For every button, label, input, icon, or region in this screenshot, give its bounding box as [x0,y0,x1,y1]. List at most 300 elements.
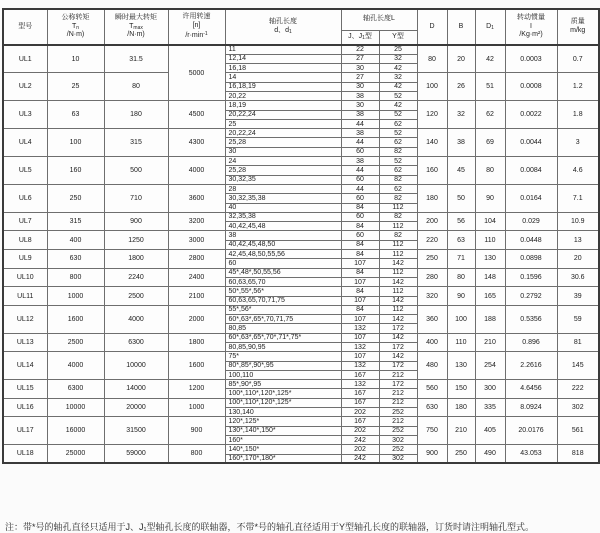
table-row [3,231,599,240]
j-length-cell: 167 [341,417,379,426]
D-cell: 80 [417,45,447,73]
y-length-cell: 112 [379,305,417,314]
footnote: 注：带*号的轴孔直径只适用于J、J₁型轴孔长度的联轴器，不带*号的轴孔直径适用于Y型轴孔长度的联轴器，订货时请注明轴孔型式。 [5,522,535,532]
mass-cell: 7.1 [557,184,599,212]
model-cell: UL1 [3,45,47,73]
bore-diameter-cell: 12,14 [225,54,341,63]
col-header-D1: $D_1$ [475,9,505,45]
mass-cell: 0.7 [557,45,599,73]
bore-diameter-cell: 130*,140*,150* [225,426,341,435]
table-header [3,9,599,45]
bore-diameter-cell: 32,35,38 [225,212,341,221]
max-torque-cell: 2500 [104,287,168,306]
D1-cell: 80 [475,157,505,185]
bore-diameter-cell: 11 [225,45,341,54]
B-cell: 71 [447,250,475,269]
speed-cell: 3200 [168,212,225,231]
table-row [3,157,599,166]
inertia-cell: 0.0022 [505,101,557,129]
table-row [3,380,599,389]
nominal-torque-cell: 100 [47,129,104,157]
bore-diameter-cell: 160*,170*,180* [225,454,341,463]
inertia-cell: 0.5356 [505,305,557,333]
D1-cell: 42 [475,45,505,73]
table-row [3,129,599,138]
D-cell: 630 [417,398,447,417]
col-header-mass: 质量 m/kg [557,9,599,45]
mass-cell: 1.8 [557,101,599,129]
D-cell: 200 [417,212,447,231]
D-cell: 280 [417,268,447,287]
j-length-cell: 84 [341,287,379,296]
bore-diameter-cell: 40,42,45,48,50 [225,240,341,249]
bore-diameter-cell: 100*,110*,120*,125* [225,398,341,407]
col-header-D: D [417,9,447,45]
mass-cell: 4.6 [557,157,599,185]
bore-diameter-cell: 60*,63*,65*,70*,71*,75* [225,333,341,342]
bore-diameter-cell: 80,85,90,95 [225,343,341,352]
bore-diameter-cell: 50*,55*,56* [225,287,341,296]
D-cell: 750 [417,417,447,445]
y-length-cell: 32 [379,73,417,82]
D-cell: 120 [417,101,447,129]
bore-diameter-cell: 20,22,24 [225,110,341,119]
y-length-cell: 52 [379,110,417,119]
bore-diameter-cell: 28 [225,184,341,193]
j-length-cell: 60 [341,212,379,221]
nominal-torque-cell: 250 [47,184,104,212]
j-length-cell: 132 [341,343,379,352]
j-length-cell: 38 [341,129,379,138]
y-length-cell: 82 [379,212,417,221]
j-length-cell: 22 [341,45,379,54]
j-length-cell: 202 [341,445,379,454]
D1-cell: 69 [475,129,505,157]
y-length-cell: 142 [379,333,417,342]
D1-cell: 254 [475,352,505,380]
model-cell: UL6 [3,184,47,212]
D-cell: 100 [417,73,447,101]
B-cell: 20 [447,45,475,73]
speed-cell: 4000 [168,157,225,185]
j-length-cell: 107 [341,277,379,286]
y-length-cell: 82 [379,147,417,156]
B-cell: 63 [447,231,475,250]
col-header-bore-diameter: 轴孔长度 d、$d_1$ [225,9,341,45]
bore-diameter-cell: 75* [225,352,341,361]
max-torque-cell: 10000 [104,352,168,380]
D-cell: 160 [417,157,447,185]
bore-diameter-cell: 30,32,35 [225,175,341,184]
B-cell: 32 [447,101,475,129]
table-row [3,45,599,54]
bore-diameter-cell: 25,28 [225,138,341,147]
col-header-model: 型号 [3,9,47,45]
B-cell: 50 [447,184,475,212]
max-torque-cell: 6300 [104,333,168,352]
j-length-cell: 167 [341,370,379,379]
model-cell: UL12 [3,305,47,333]
D1-cell: 188 [475,305,505,333]
D1-cell: 300 [475,380,505,399]
D1-cell: 405 [475,417,505,445]
table-row [3,268,599,277]
y-length-cell: 42 [379,101,417,110]
max-torque-cell: 900 [104,212,168,231]
bore-diameter-cell: 14 [225,73,341,82]
max-torque-cell: 59000 [104,445,168,464]
j-length-cell: 30 [341,101,379,110]
D-cell: 480 [417,352,447,380]
table-row [3,287,599,296]
model-cell: UL8 [3,231,47,250]
y-length-cell: 142 [379,277,417,286]
D1-cell: 51 [475,73,505,101]
inertia-cell: 0.0898 [505,250,557,269]
inertia-cell: 43.053 [505,445,557,464]
bore-diameter-cell: 30,32,35,38 [225,194,341,203]
y-length-cell: 52 [379,129,417,138]
B-cell: 80 [447,268,475,287]
D1-cell: 490 [475,445,505,464]
bore-diameter-cell: 140*,150* [225,445,341,454]
model-cell: UL13 [3,333,47,352]
speed-cell: 4300 [168,129,225,157]
y-length-cell: 82 [379,175,417,184]
j-length-cell: 107 [341,315,379,324]
inertia-cell: 0.029 [505,212,557,231]
bore-diameter-cell: 40 [225,203,341,212]
D1-cell: 165 [475,287,505,306]
D1-cell: 62 [475,101,505,129]
j-length-cell: 242 [341,454,379,463]
col-header-max-torque: 瞬时最大转矩 $T_{max}$ /N·m) [104,9,168,45]
B-cell: 250 [447,445,475,464]
model-cell: UL9 [3,250,47,269]
y-length-cell: 32 [379,54,417,63]
bore-diameter-cell: 120*,125* [225,417,341,426]
model-cell: UL18 [3,445,47,464]
max-torque-cell: 180 [104,101,168,129]
y-length-cell: 212 [379,389,417,398]
bore-diameter-cell: 45*,48*,50,55,56 [225,268,341,277]
max-torque-cell: 1800 [104,250,168,269]
nominal-torque-cell: 800 [47,268,104,287]
y-length-cell: 62 [379,138,417,147]
max-torque-cell: 4000 [104,305,168,333]
inertia-cell: 0.2792 [505,287,557,306]
bore-diameter-cell: 38 [225,231,341,240]
mass-cell: 30.6 [557,268,599,287]
table-row [3,101,599,110]
y-length-cell: 25 [379,45,417,54]
y-length-cell: 52 [379,91,417,100]
bore-diameter-cell: 24 [225,157,341,166]
j-length-cell: 44 [341,138,379,147]
B-cell: 26 [447,73,475,101]
table-row [3,352,599,361]
B-cell: 56 [447,212,475,231]
y-length-cell: 142 [379,352,417,361]
j-length-cell: 38 [341,157,379,166]
y-length-cell: 172 [379,361,417,370]
bore-diameter-cell: 60,63,65,70,71,75 [225,296,341,305]
speed-cell: 3600 [168,184,225,212]
B-cell: 210 [447,417,475,445]
j-length-cell: 30 [341,82,379,91]
y-length-cell: 42 [379,82,417,91]
j-length-cell: 84 [341,240,379,249]
bore-diameter-cell: 20,22 [225,91,341,100]
y-length-cell: 172 [379,380,417,389]
mass-cell: 145 [557,352,599,380]
speed-cell: 800 [168,445,225,464]
y-length-cell: 112 [379,250,417,259]
nominal-torque-cell: 10000 [47,398,104,417]
max-torque-cell: 80 [104,73,168,101]
speed-cell: 1800 [168,333,225,352]
inertia-cell: 0.0164 [505,184,557,212]
model-cell: UL4 [3,129,47,157]
j-length-cell: 60 [341,194,379,203]
y-length-cell: 62 [379,166,417,175]
nominal-torque-cell: 63 [47,101,104,129]
mass-cell: 59 [557,305,599,333]
bore-diameter-cell: 16,18 [225,64,341,73]
inertia-cell: 0.896 [505,333,557,352]
D1-cell: 110 [475,231,505,250]
j-length-cell: 167 [341,398,379,407]
j-length-cell: 132 [341,380,379,389]
y-length-cell: 142 [379,296,417,305]
D1-cell: 148 [475,268,505,287]
j-length-cell: 84 [341,305,379,314]
nominal-torque-cell: 1600 [47,305,104,333]
max-torque-cell: 20000 [104,398,168,417]
bore-diameter-cell: 42,45,48,50,55,56 [225,250,341,259]
D-cell: 140 [417,129,447,157]
speed-cell: 4500 [168,101,225,129]
B-cell: 45 [447,157,475,185]
speed-cell: 5000 [168,45,225,101]
j-length-cell: 44 [341,184,379,193]
table-row [3,212,599,221]
nominal-torque-cell: 25 [47,73,104,101]
mass-cell: 39 [557,287,599,306]
j-length-cell: 60 [341,231,379,240]
y-length-cell: 112 [379,268,417,277]
j-length-cell: 202 [341,408,379,417]
model-cell: UL17 [3,417,47,445]
j-length-cell: 132 [341,361,379,370]
j-length-cell: 60 [341,175,379,184]
max-torque-cell: 14000 [104,380,168,399]
bore-diameter-cell: 60,63,65,70 [225,277,341,286]
j-length-cell: 202 [341,426,379,435]
y-length-cell: 142 [379,259,417,268]
y-length-cell: 62 [379,119,417,128]
y-length-cell: 252 [379,445,417,454]
D-cell: 320 [417,287,447,306]
j-length-cell: 44 [341,119,379,128]
table-row [3,184,599,193]
nominal-torque-cell: 4000 [47,352,104,380]
mass-cell: 1.2 [557,73,599,101]
bore-diameter-cell: 85*,90*,95 [225,380,341,389]
y-length-cell: 302 [379,435,417,444]
inertia-cell: 0.0008 [505,73,557,101]
D1-cell: 90 [475,184,505,212]
nominal-torque-cell: 25000 [47,445,104,464]
D1-cell: 335 [475,398,505,417]
inertia-cell: 0.0003 [505,45,557,73]
inertia-cell: 4.6456 [505,380,557,399]
bore-diameter-cell: 25 [225,119,341,128]
bore-diameter-cell: 16,18,19 [225,82,341,91]
bore-diameter-cell: 25,28 [225,166,341,175]
j-length-cell: 167 [341,389,379,398]
D1-cell: 210 [475,333,505,352]
y-length-cell: 52 [379,157,417,166]
speed-cell: 900 [168,417,225,445]
y-length-cell: 252 [379,408,417,417]
nominal-torque-cell: 16000 [47,417,104,445]
j-length-cell: 84 [341,203,379,212]
model-cell: UL10 [3,268,47,287]
j-length-cell: 60 [341,147,379,156]
y-length-cell: 82 [379,194,417,203]
speed-cell: 1000 [168,398,225,417]
j-length-cell: 107 [341,352,379,361]
j-length-cell: 84 [341,268,379,277]
j-length-cell: 84 [341,250,379,259]
max-torque-cell: 710 [104,184,168,212]
nominal-torque-cell: 160 [47,157,104,185]
D1-cell: 104 [475,212,505,231]
bore-diameter-cell: 130,140 [225,408,341,417]
mass-cell: 13 [557,231,599,250]
bore-diameter-cell: 20,22,24 [225,129,341,138]
inertia-cell: 0.1596 [505,268,557,287]
y-length-cell: 82 [379,231,417,240]
j-length-cell: 84 [341,222,379,231]
mass-cell: 20 [557,250,599,269]
bore-diameter-cell: 60 [225,259,341,268]
j-length-cell: 38 [341,110,379,119]
model-cell: UL16 [3,398,47,417]
B-cell: 100 [447,305,475,333]
bore-diameter-cell: 30 [225,147,341,156]
inertia-cell: 8.0924 [505,398,557,417]
y-length-cell: 42 [379,64,417,73]
table-row [3,250,599,259]
mass-cell: 222 [557,380,599,399]
D-cell: 360 [417,305,447,333]
nominal-torque-cell: 630 [47,250,104,269]
D-cell: 250 [417,250,447,269]
table-row [3,398,599,407]
D-cell: 400 [417,333,447,352]
table-row [3,417,599,426]
model-cell: UL2 [3,73,47,101]
model-cell: UL3 [3,101,47,129]
mass-cell: 10.9 [557,212,599,231]
bore-diameter-cell: 55*,56* [225,305,341,314]
j-length-cell: 107 [341,296,379,305]
D-cell: 560 [417,380,447,399]
speed-cell: 1200 [168,380,225,399]
speed-cell: 3000 [168,231,225,250]
mass-cell: 818 [557,445,599,464]
y-length-cell: 212 [379,398,417,407]
y-length-cell: 112 [379,222,417,231]
max-torque-cell: 31500 [104,417,168,445]
j-length-cell: 107 [341,259,379,268]
D1-cell: 130 [475,250,505,269]
max-torque-cell: 31.5 [104,45,168,73]
y-length-cell: 172 [379,343,417,352]
bore-diameter-cell: 80*,85*,90*,95 [225,361,341,370]
B-cell: 90 [447,287,475,306]
model-cell: UL5 [3,157,47,185]
col-header-length-y-type: Y型 [379,30,417,45]
B-cell: 150 [447,380,475,399]
coupling-spec-table [2,8,600,464]
speed-cell: 2800 [168,250,225,269]
y-length-cell: 112 [379,203,417,212]
y-length-cell: 112 [379,287,417,296]
bore-diameter-cell: 60*,63*,65*,70,71,75 [225,315,341,324]
inertia-cell: 0.0084 [505,157,557,185]
j-length-cell: 27 [341,73,379,82]
speed-cell: 1600 [168,352,225,380]
nominal-torque-cell: 6300 [47,380,104,399]
speed-cell: 2100 [168,287,225,306]
B-cell: 130 [447,352,475,380]
bore-diameter-cell: 40,42,45,48 [225,222,341,231]
j-length-cell: 132 [341,324,379,333]
nominal-torque-cell: 400 [47,231,104,250]
y-length-cell: 112 [379,240,417,249]
j-length-cell: 242 [341,435,379,444]
y-length-cell: 172 [379,324,417,333]
bore-diameter-cell: 100,110 [225,370,341,379]
y-length-cell: 62 [379,184,417,193]
B-cell: 110 [447,333,475,352]
max-torque-cell: 1250 [104,231,168,250]
B-cell: 38 [447,129,475,157]
bore-diameter-cell: 100*,110*,120*,125* [225,389,341,398]
D-cell: 220 [417,231,447,250]
col-header-speed: 许用转速 [n] $/r\cdot\min^{-1}$ [168,9,225,45]
model-cell: UL11 [3,287,47,306]
model-cell: UL15 [3,380,47,399]
y-length-cell: 142 [379,315,417,324]
inertia-cell: 0.0044 [505,129,557,157]
mass-cell: 3 [557,129,599,157]
inertia-cell: 20.0176 [505,417,557,445]
mass-cell: 302 [557,398,599,417]
speed-cell: 2400 [168,268,225,287]
nominal-torque-cell: 315 [47,212,104,231]
j-length-cell: 38 [341,91,379,100]
inertia-cell: 0.0448 [505,231,557,250]
col-header-B: B [447,9,475,45]
y-length-cell: 302 [379,454,417,463]
col-header-inertia: 转动惯量 I /Kg·m²) [505,9,557,45]
D-cell: 900 [417,445,447,464]
col-header-length-j-type: J、$J_1$型 [341,30,379,45]
